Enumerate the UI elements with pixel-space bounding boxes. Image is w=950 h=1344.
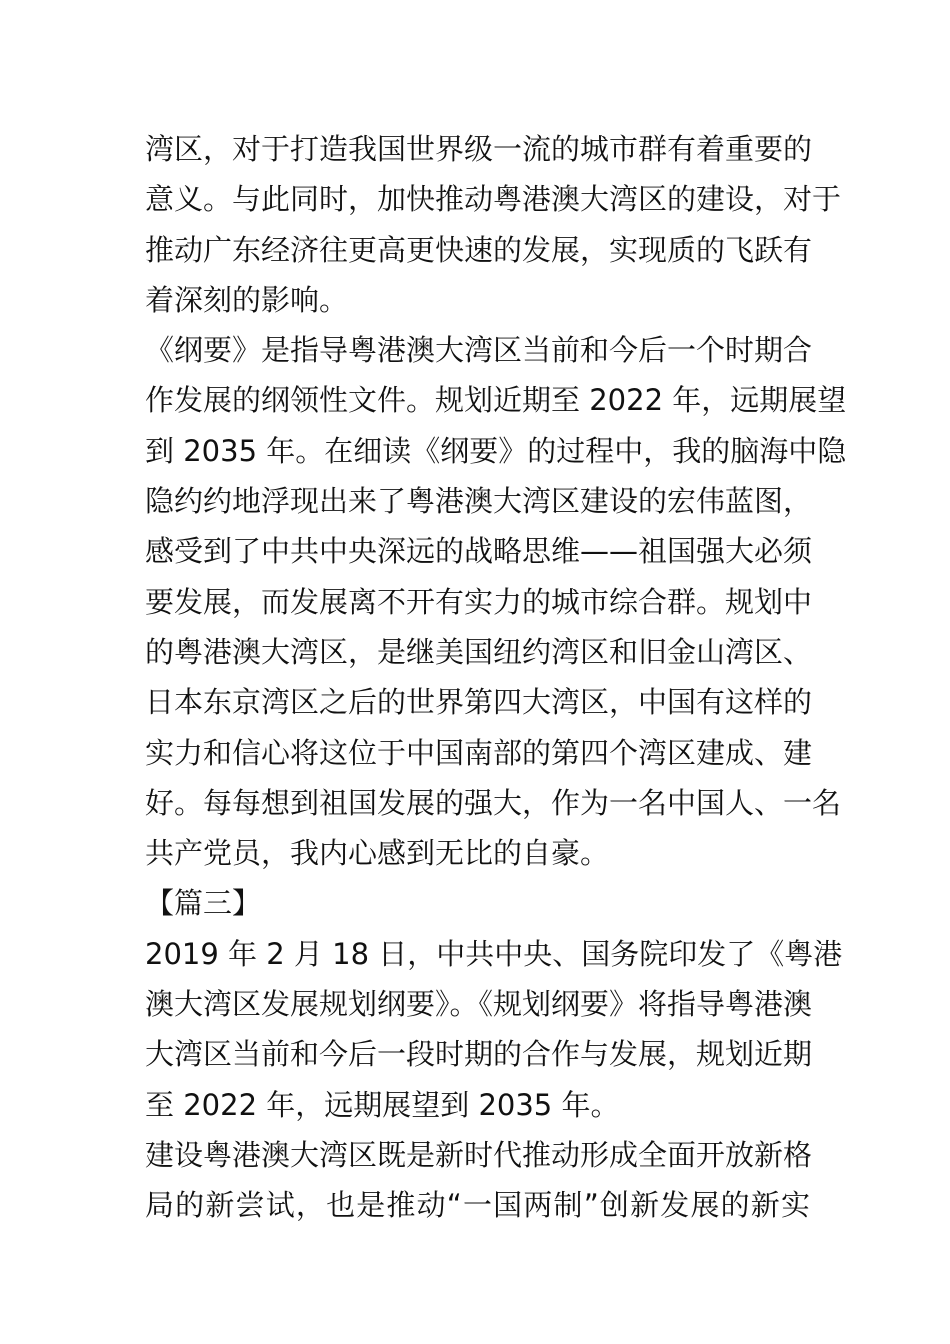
text-line-8: 隐约约地浮现出来了粤港澳大湾区建设的宏伟蓝图， xyxy=(145,484,813,519)
text-line-17: 2019 年 2 月 18 日，中共中央、国务院印发了《粤港 xyxy=(145,936,843,971)
text-line-13: 实力和信心将这位于中国南部的第四个湾区建成、建 xyxy=(145,735,813,770)
text-line-19: 大湾区当前和今后一段时期的合作与发展，规划近期 xyxy=(145,1037,813,1072)
text-line-10: 要发展，而发展离不开有实力的城市综合群。规划中 xyxy=(145,584,813,619)
text-line-6: 作发展的纲领性文件。规划近期至 2022 年，远期展望 xyxy=(145,383,847,418)
document-body xyxy=(145,124,847,1231)
text-line-11: 的粤港澳大湾区，是继美国纽约湾区和旧金山湾区、 xyxy=(145,634,813,669)
text-line-14: 好。每每想到祖国发展的强大，作为一名中国人、一名 xyxy=(145,785,842,820)
text-line-3: 推动广东经济往更高更快速的发展，实现质的飞跃有 xyxy=(145,232,813,267)
text-line-1: 湾区，对于打造我国世界级一流的城市群有着重要的 xyxy=(145,132,813,166)
text-line-20: 至 2022 年，远期展望到 2035 年。 xyxy=(145,1087,620,1122)
text-line-4: 着深刻的影响。 xyxy=(145,282,349,317)
text-line-7: 到 2035 年。在细读《纲要》的过程中，我的脑海中隐 xyxy=(145,433,847,468)
text-line-9: 感受到了中共中央深远的战略思维——祖国强大必须 xyxy=(145,534,813,569)
section-heading: 【篇三】 xyxy=(145,886,262,921)
text-line-18: 澳大湾区发展规划纲要》。《规划纲要》将指导粤港澳 xyxy=(145,987,813,1022)
text-line-12: 日本东京湾区之后的世界第四大湾区，中国有这样的 xyxy=(145,685,813,720)
text-line-5: 《纲要》是指导粤港澳大湾区当前和今后一个时期合 xyxy=(145,333,813,368)
text-line-2: 意义。与此同时，加快推动粤港澳大湾区的建设，对于 xyxy=(145,182,842,217)
text-line-21: 建设粤港澳大湾区既是新时代推动形成全面开放新格 xyxy=(145,1137,813,1172)
text-line-15: 共产党员，我内心感到无比的自豪。 xyxy=(145,836,610,871)
text-line-22: 局的新尝试，也是推动“一国两制”创新发展的新实 xyxy=(145,1188,810,1223)
